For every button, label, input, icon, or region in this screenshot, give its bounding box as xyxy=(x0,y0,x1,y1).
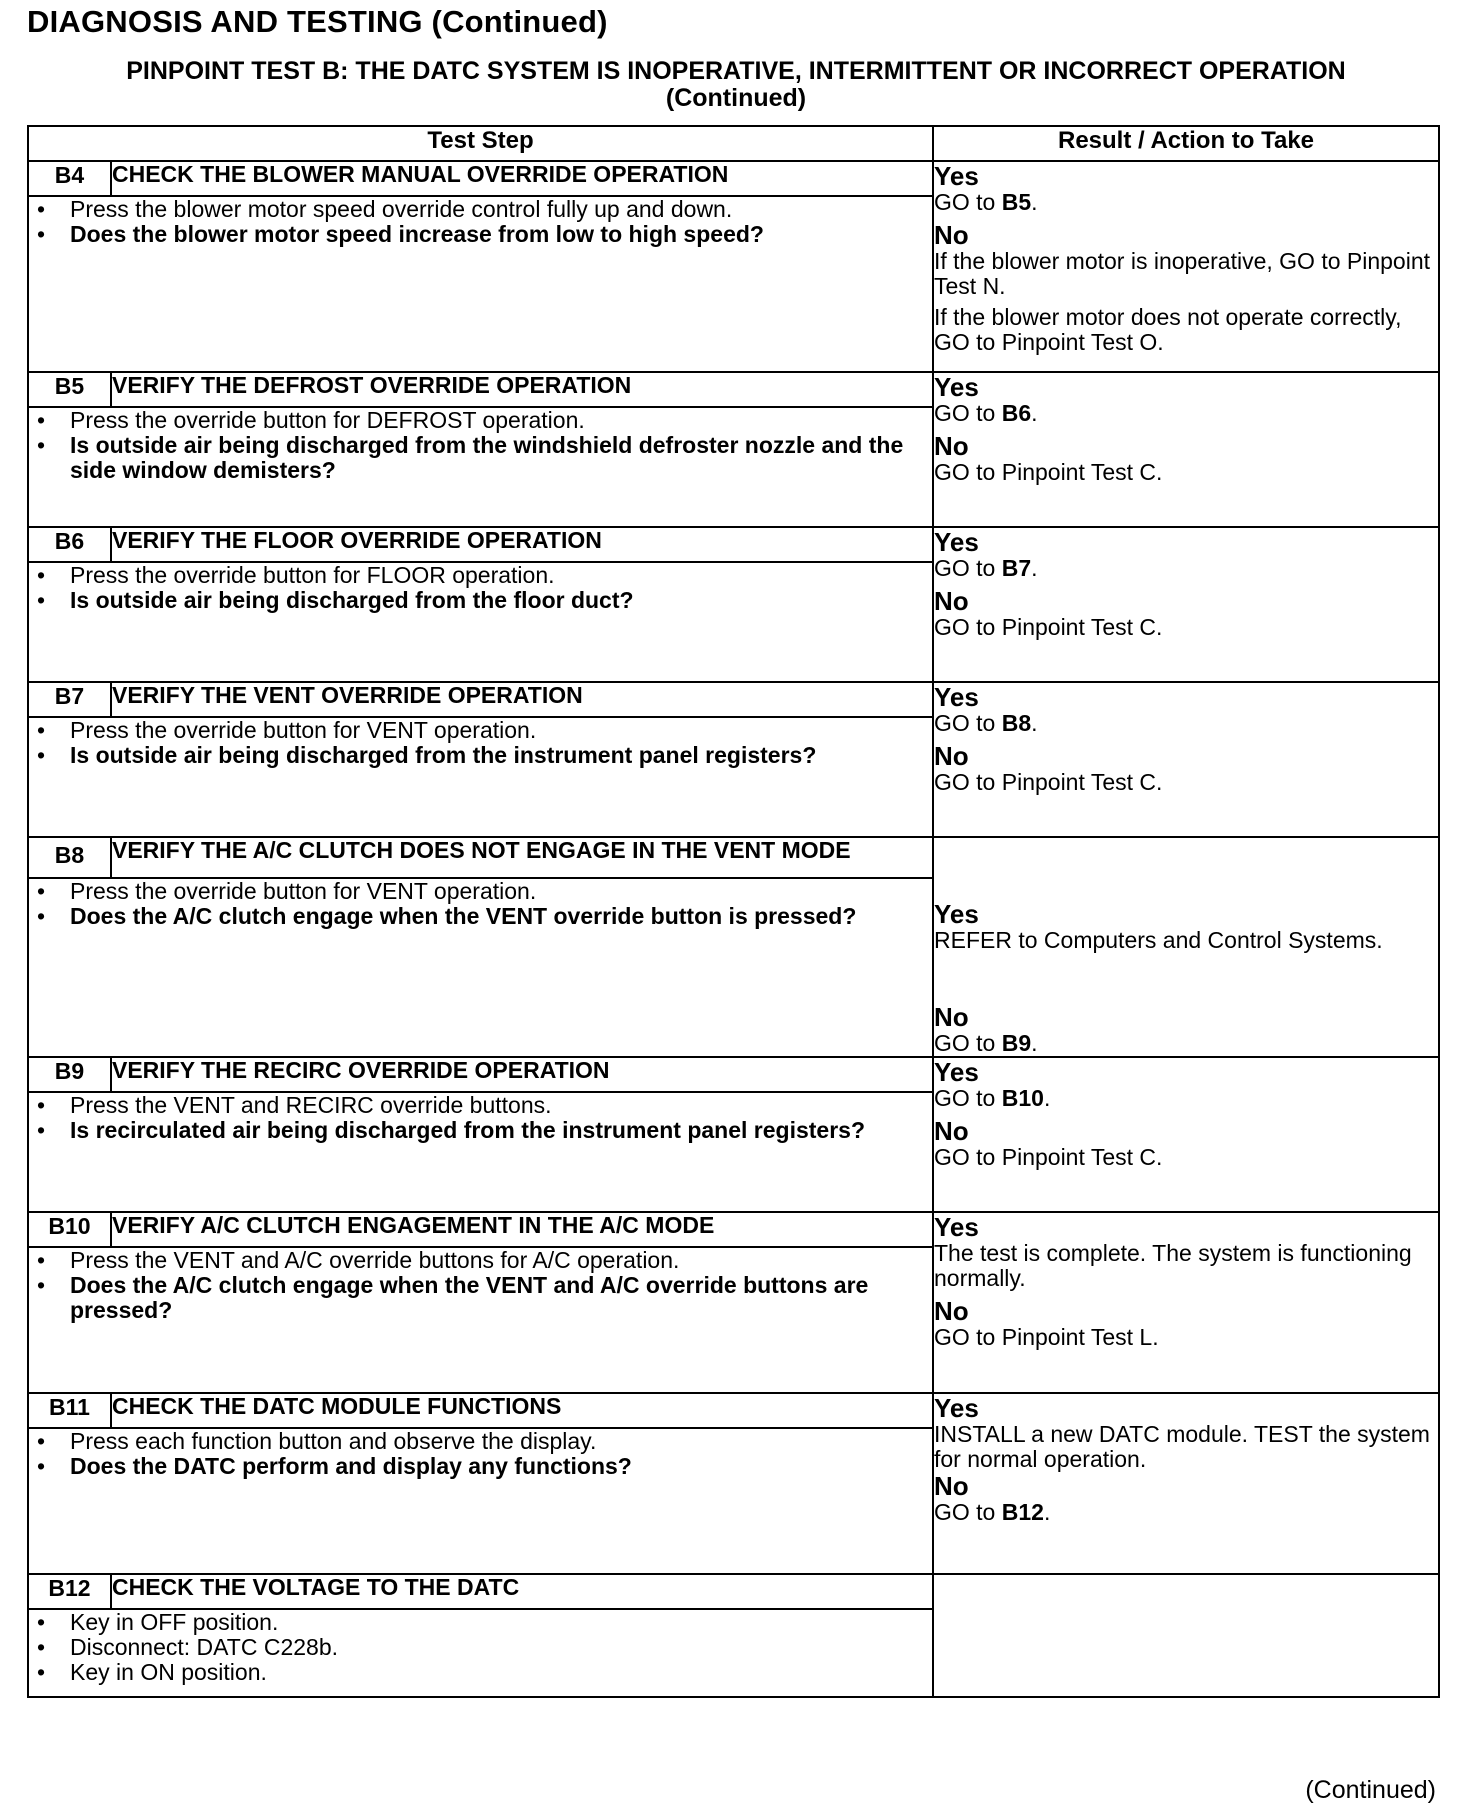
step-question: • Is outside air being discharged from the floor duct? xyxy=(29,588,932,613)
yes-action: REFER to Computers and Control Systems. xyxy=(934,927,1383,953)
step-title: CHECK THE VOLTAGE TO THE DATC xyxy=(111,1574,933,1609)
step-action: • Disconnect: DATC C228b. xyxy=(29,1635,932,1660)
step-title-row xyxy=(28,1057,1439,1092)
step-question: • Is outside air being discharged from the windshield defroster nozzle and the side window demisters? xyxy=(29,433,932,483)
step-title-row xyxy=(28,161,1439,196)
step-reference: B8 xyxy=(1001,710,1032,736)
step-reference: B5 xyxy=(1001,189,1032,215)
step-title: VERIFY THE A/C CLUTCH DOES NOT ENGAGE IN THE VENT MODE xyxy=(111,837,933,878)
step-action: • Key in OFF position. xyxy=(29,1610,932,1635)
step-id: B12 xyxy=(28,1574,111,1609)
step-body xyxy=(28,878,933,1057)
step-id: B7 xyxy=(28,682,111,717)
step-result xyxy=(933,1393,1439,1574)
step-action: • Press the override button for FLOOR operation. xyxy=(29,563,932,588)
no-action: GO to Pinpoint Test C. xyxy=(934,769,1163,795)
no-label: No xyxy=(934,1296,969,1326)
no-action: If the blower motor is inoperative, GO to Pinpoint Test N. xyxy=(934,248,1431,299)
table-header-row xyxy=(28,126,1439,161)
step-title-row xyxy=(28,1393,1439,1428)
step-body xyxy=(28,717,933,837)
step-id: B4 xyxy=(28,161,111,196)
header-test-step: Test Step xyxy=(28,126,933,161)
pinpoint-test-title-line2: (Continued) xyxy=(665,84,807,112)
no-label: No xyxy=(934,1116,969,1146)
no-action: GO to B9. xyxy=(934,1030,1038,1056)
step-result xyxy=(933,527,1439,682)
step-question: • Does the A/C clutch engage when the VENT and A/C override buttons are pressed? xyxy=(29,1273,932,1323)
header-result: Result / Action to Take xyxy=(933,126,1439,161)
step-body xyxy=(28,1092,933,1212)
step-title: VERIFY THE FLOOR OVERRIDE OPERATION xyxy=(111,527,933,562)
no-label: No xyxy=(934,741,969,771)
step-title: VERIFY THE VENT OVERRIDE OPERATION xyxy=(111,682,933,717)
pinpoint-test-title xyxy=(0,58,1472,112)
step-reference: B9 xyxy=(1001,1030,1032,1056)
page-title: DIAGNOSIS AND TESTING (Continued) xyxy=(27,4,608,39)
step-title-row xyxy=(28,837,1439,878)
step-id: B8 xyxy=(28,837,111,878)
step-result xyxy=(933,682,1439,837)
step-body xyxy=(28,1247,933,1393)
yes-label: Yes xyxy=(934,899,979,929)
step-reference: B6 xyxy=(1001,400,1032,426)
step-result xyxy=(933,1212,1439,1393)
step-title: VERIFY THE DEFROST OVERRIDE OPERATION xyxy=(111,372,933,407)
step-action: • Press the VENT and A/C override buttons for A/C operation. xyxy=(29,1248,932,1273)
step-body xyxy=(28,562,933,682)
no-action-alt: If the blower motor does not operate correctly, GO to Pinpoint Test O. xyxy=(934,304,1402,355)
no-label: No xyxy=(934,431,969,461)
yes-label: Yes xyxy=(934,1212,979,1242)
yes-label: Yes xyxy=(934,1057,979,1087)
step-action: • Press the override button for DEFROST operation. xyxy=(29,408,932,433)
no-label: No xyxy=(934,586,969,616)
step-title: CHECK THE DATC MODULE FUNCTIONS xyxy=(111,1393,933,1428)
yes-action: INSTALL a new DATC module. TEST the system for normal operation. xyxy=(934,1421,1430,1472)
step-result xyxy=(933,372,1439,527)
step-action: • Press the VENT and RECIRC override buttons. xyxy=(29,1093,932,1118)
yes-label: Yes xyxy=(934,1393,979,1423)
no-action: GO to B12. xyxy=(934,1499,1051,1525)
step-id: B5 xyxy=(28,372,111,407)
step-id: B6 xyxy=(28,527,111,562)
step-action: • Press the override button for VENT operation. xyxy=(29,879,932,904)
step-question: • Does the DATC perform and display any functions? xyxy=(29,1454,932,1479)
step-id: B9 xyxy=(28,1057,111,1092)
step-question: • Is recirculated air being discharged from the instrument panel registers? xyxy=(29,1118,932,1143)
yes-label: Yes xyxy=(934,161,979,191)
yes-action: GO to B8. xyxy=(934,710,1038,736)
step-body xyxy=(28,1428,933,1574)
no-action: GO to Pinpoint Test C. xyxy=(934,1144,1163,1170)
step-title-row xyxy=(28,682,1439,717)
yes-action: GO to B5. xyxy=(934,189,1038,215)
test-step-table xyxy=(27,125,1440,1698)
step-question: • Is outside air being discharged from the instrument panel registers? xyxy=(29,743,932,768)
step-result xyxy=(933,837,1439,1057)
no-action: GO to Pinpoint Test C. xyxy=(934,459,1163,485)
continued-note: (Continued) xyxy=(1305,1776,1436,1804)
step-title: VERIFY A/C CLUTCH ENGAGEMENT IN THE A/C MODE xyxy=(111,1212,933,1247)
step-question: • Does the A/C clutch engage when the VENT override button is pressed? xyxy=(29,904,932,929)
step-question: • Does the blower motor speed increase from low to high speed? xyxy=(29,222,932,247)
step-result xyxy=(933,1057,1439,1212)
step-action: • Press each function button and observe the display. xyxy=(29,1429,932,1454)
step-body xyxy=(28,407,933,527)
no-label: No xyxy=(934,1002,969,1032)
step-title-row xyxy=(28,527,1439,562)
step-reference: B7 xyxy=(1001,555,1032,581)
step-result xyxy=(933,161,1439,372)
no-action: GO to Pinpoint Test C. xyxy=(934,614,1163,640)
yes-action: GO to B7. xyxy=(934,555,1038,581)
step-action: • Press the override button for VENT operation. xyxy=(29,718,932,743)
step-title-row xyxy=(28,1212,1439,1247)
yes-action: GO to B6. xyxy=(934,400,1038,426)
step-title: CHECK THE BLOWER MANUAL OVERRIDE OPERATION xyxy=(111,161,933,196)
pinpoint-test-title-line1: PINPOINT TEST B: THE DATC SYSTEM IS INOPERATIVE, INTERMITTENT OR INCORRECT OPERATION xyxy=(126,57,1346,85)
step-reference: B12 xyxy=(1001,1499,1044,1525)
yes-action: The test is complete. The system is functioning normally. xyxy=(934,1240,1412,1291)
yes-label: Yes xyxy=(934,372,979,402)
step-body xyxy=(28,1609,933,1697)
step-body xyxy=(28,196,933,372)
step-action: • Press the blower motor speed override control fully up and down. xyxy=(29,197,932,222)
step-title: VERIFY THE RECIRC OVERRIDE OPERATION xyxy=(111,1057,933,1092)
no-action: GO to Pinpoint Test L. xyxy=(934,1324,1159,1350)
step-title-row xyxy=(28,372,1439,407)
yes-label: Yes xyxy=(934,527,979,557)
step-result xyxy=(933,1574,1439,1697)
step-title-row xyxy=(28,1574,1439,1609)
step-reference: B10 xyxy=(1001,1085,1044,1111)
step-id: B11 xyxy=(28,1393,111,1428)
step-id: B10 xyxy=(28,1212,111,1247)
no-label: No xyxy=(934,1471,969,1501)
step-action: • Key in ON position. xyxy=(29,1660,932,1685)
no-label: No xyxy=(934,220,969,250)
yes-label: Yes xyxy=(934,682,979,712)
yes-action: GO to B10. xyxy=(934,1085,1051,1111)
